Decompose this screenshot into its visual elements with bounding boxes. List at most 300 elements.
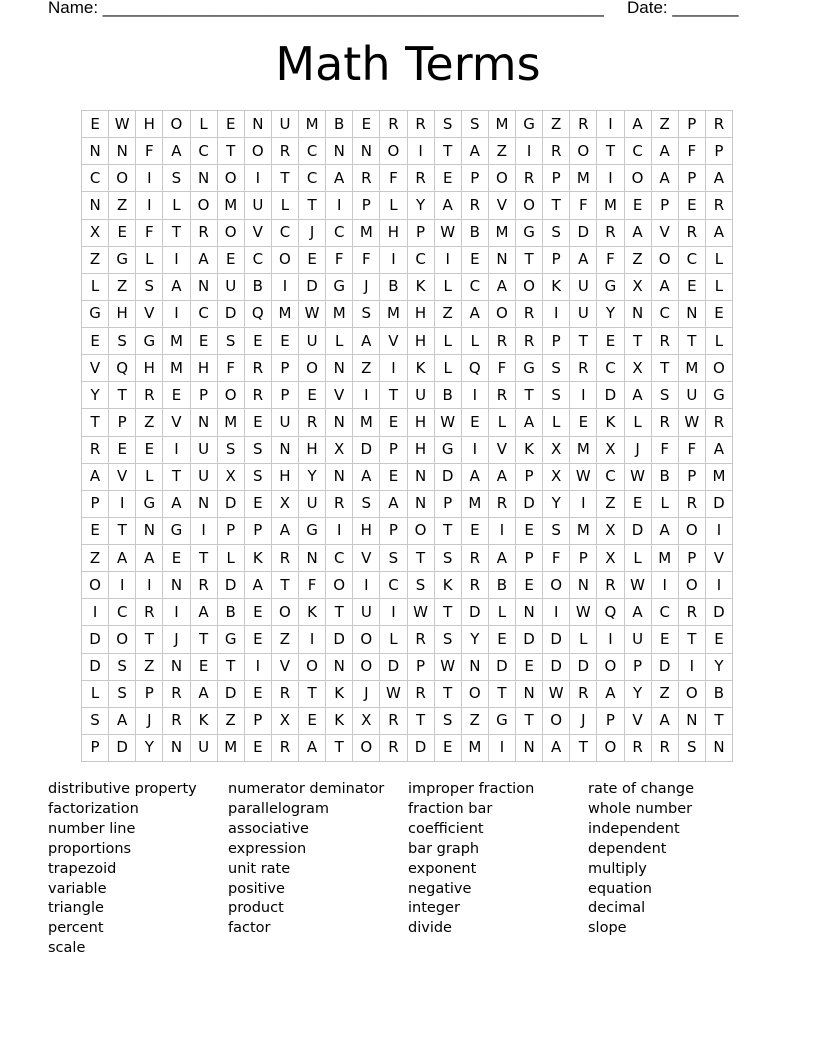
grid-cell[interactable]: O <box>82 572 109 599</box>
grid-cell[interactable]: V <box>489 192 516 219</box>
grid-cell[interactable]: T <box>326 599 353 626</box>
grid-cell[interactable]: E <box>435 165 462 192</box>
grid-cell[interactable]: I <box>326 192 353 219</box>
grid-cell[interactable]: G <box>136 328 163 355</box>
grid-cell[interactable]: A <box>163 491 190 518</box>
grid-cell[interactable]: D <box>82 654 109 681</box>
grid-cell[interactable]: R <box>625 735 652 762</box>
grid-cell[interactable]: U <box>570 301 597 328</box>
grid-cell[interactable]: R <box>570 111 597 138</box>
grid-cell[interactable]: S <box>543 355 570 382</box>
grid-cell[interactable]: R <box>652 328 679 355</box>
grid-cell[interactable]: F <box>326 247 353 274</box>
grid-cell[interactable]: R <box>380 735 407 762</box>
grid-cell[interactable]: E <box>82 111 109 138</box>
grid-cell[interactable]: L <box>191 111 218 138</box>
grid-cell[interactable]: F <box>543 545 570 572</box>
grid-cell[interactable]: G <box>597 274 624 301</box>
grid-cell[interactable]: T <box>163 464 190 491</box>
grid-cell[interactable]: N <box>326 355 353 382</box>
grid-cell[interactable]: C <box>109 599 136 626</box>
grid-cell[interactable]: D <box>516 626 543 653</box>
grid-cell[interactable]: R <box>82 437 109 464</box>
grid-cell[interactable]: S <box>679 735 706 762</box>
grid-cell[interactable]: R <box>245 382 272 409</box>
grid-cell[interactable]: I <box>353 382 380 409</box>
grid-cell[interactable]: A <box>652 274 679 301</box>
grid-cell[interactable]: N <box>326 409 353 436</box>
grid-cell[interactable]: Y <box>82 382 109 409</box>
grid-cell[interactable]: X <box>218 464 245 491</box>
grid-cell[interactable]: G <box>218 626 245 653</box>
grid-cell[interactable]: U <box>570 274 597 301</box>
grid-cell[interactable]: I <box>380 599 407 626</box>
grid-cell[interactable]: C <box>408 247 435 274</box>
grid-cell[interactable]: R <box>353 165 380 192</box>
grid-cell[interactable]: M <box>679 355 706 382</box>
grid-cell[interactable]: G <box>516 220 543 247</box>
grid-cell[interactable]: N <box>163 572 190 599</box>
grid-cell[interactable]: W <box>679 409 706 436</box>
grid-cell[interactable]: Y <box>597 301 624 328</box>
grid-cell[interactable]: M <box>163 328 190 355</box>
grid-cell[interactable]: M <box>272 301 299 328</box>
grid-cell[interactable]: H <box>109 301 136 328</box>
grid-cell[interactable]: I <box>136 165 163 192</box>
grid-cell[interactable]: O <box>516 192 543 219</box>
grid-cell[interactable]: P <box>516 464 543 491</box>
grid-cell[interactable]: P <box>136 681 163 708</box>
grid-cell[interactable]: I <box>543 599 570 626</box>
grid-cell[interactable]: V <box>82 355 109 382</box>
grid-cell[interactable]: O <box>272 247 299 274</box>
grid-cell[interactable]: S <box>652 382 679 409</box>
grid-cell[interactable]: D <box>82 626 109 653</box>
grid-cell[interactable]: T <box>597 138 624 165</box>
grid-cell[interactable]: L <box>82 681 109 708</box>
grid-cell[interactable]: W <box>570 599 597 626</box>
grid-cell[interactable]: R <box>245 355 272 382</box>
grid-cell[interactable]: E <box>82 518 109 545</box>
grid-cell[interactable]: I <box>109 491 136 518</box>
grid-cell[interactable]: O <box>245 138 272 165</box>
grid-cell[interactable]: U <box>272 409 299 436</box>
grid-cell[interactable]: I <box>299 626 326 653</box>
grid-cell[interactable]: E <box>136 437 163 464</box>
grid-cell[interactable]: L <box>82 274 109 301</box>
grid-cell[interactable]: F <box>652 437 679 464</box>
grid-cell[interactable]: A <box>706 220 733 247</box>
grid-cell[interactable]: P <box>543 247 570 274</box>
grid-cell[interactable]: D <box>597 382 624 409</box>
grid-cell[interactable]: A <box>380 491 407 518</box>
grid-cell[interactable]: D <box>218 681 245 708</box>
grid-cell[interactable]: K <box>191 708 218 735</box>
grid-cell[interactable]: B <box>652 464 679 491</box>
grid-cell[interactable]: D <box>326 626 353 653</box>
grid-cell[interactable]: Z <box>353 355 380 382</box>
grid-cell[interactable]: F <box>570 192 597 219</box>
grid-cell[interactable]: I <box>516 138 543 165</box>
grid-cell[interactable]: I <box>380 247 407 274</box>
grid-cell[interactable]: D <box>435 464 462 491</box>
grid-cell[interactable]: R <box>408 626 435 653</box>
grid-cell[interactable]: M <box>163 355 190 382</box>
grid-cell[interactable]: I <box>109 572 136 599</box>
grid-cell[interactable]: J <box>299 220 326 247</box>
grid-cell[interactable]: E <box>489 626 516 653</box>
grid-cell[interactable]: E <box>625 192 652 219</box>
grid-cell[interactable]: Z <box>652 681 679 708</box>
grid-cell[interactable]: X <box>625 274 652 301</box>
grid-cell[interactable]: W <box>570 464 597 491</box>
grid-cell[interactable]: N <box>191 409 218 436</box>
grid-cell[interactable]: E <box>380 409 407 436</box>
grid-cell[interactable]: K <box>543 274 570 301</box>
grid-cell[interactable]: E <box>299 247 326 274</box>
grid-cell[interactable]: D <box>109 735 136 762</box>
grid-cell[interactable]: P <box>408 220 435 247</box>
grid-cell[interactable]: N <box>136 518 163 545</box>
grid-cell[interactable]: U <box>679 382 706 409</box>
grid-cell[interactable]: C <box>82 165 109 192</box>
grid-cell[interactable]: I <box>543 301 570 328</box>
grid-cell[interactable]: U <box>299 491 326 518</box>
grid-cell[interactable]: H <box>136 355 163 382</box>
grid-cell[interactable]: P <box>679 545 706 572</box>
grid-cell[interactable]: I <box>570 382 597 409</box>
grid-cell[interactable]: N <box>191 165 218 192</box>
grid-cell[interactable]: R <box>489 382 516 409</box>
grid-cell[interactable]: L <box>326 328 353 355</box>
grid-cell[interactable]: N <box>272 437 299 464</box>
grid-cell[interactable]: N <box>516 681 543 708</box>
grid-cell[interactable]: X <box>597 545 624 572</box>
grid-cell[interactable]: P <box>462 165 489 192</box>
grid-cell[interactable]: C <box>299 138 326 165</box>
grid-cell[interactable]: E <box>163 545 190 572</box>
grid-cell[interactable]: I <box>408 138 435 165</box>
grid-cell[interactable]: R <box>408 111 435 138</box>
grid-cell[interactable]: T <box>679 328 706 355</box>
grid-cell[interactable]: A <box>299 735 326 762</box>
grid-cell[interactable]: R <box>597 572 624 599</box>
grid-cell[interactable]: Z <box>109 274 136 301</box>
grid-cell[interactable]: S <box>82 708 109 735</box>
grid-cell[interactable]: M <box>353 220 380 247</box>
grid-cell[interactable]: R <box>516 328 543 355</box>
grid-cell[interactable]: W <box>380 681 407 708</box>
grid-cell[interactable]: A <box>489 464 516 491</box>
grid-cell[interactable]: C <box>597 355 624 382</box>
grid-cell[interactable]: D <box>706 599 733 626</box>
grid-cell[interactable]: N <box>82 138 109 165</box>
date-field-label[interactable]: Date: _______ <box>627 0 739 17</box>
grid-cell[interactable]: O <box>570 138 597 165</box>
grid-cell[interactable]: M <box>570 437 597 464</box>
grid-cell[interactable]: A <box>625 599 652 626</box>
grid-cell[interactable]: R <box>652 735 679 762</box>
grid-cell[interactable]: I <box>706 572 733 599</box>
grid-cell[interactable]: A <box>462 464 489 491</box>
grid-cell[interactable]: Y <box>706 654 733 681</box>
grid-cell[interactable]: E <box>299 382 326 409</box>
grid-cell[interactable]: O <box>299 355 326 382</box>
grid-cell[interactable]: R <box>408 165 435 192</box>
grid-cell[interactable]: O <box>679 572 706 599</box>
grid-cell[interactable]: R <box>163 681 190 708</box>
grid-cell[interactable]: T <box>380 382 407 409</box>
grid-cell[interactable]: Y <box>408 192 435 219</box>
grid-cell[interactable]: U <box>272 111 299 138</box>
grid-cell[interactable]: F <box>679 437 706 464</box>
grid-cell[interactable]: G <box>109 247 136 274</box>
grid-cell[interactable]: S <box>353 491 380 518</box>
grid-cell[interactable]: F <box>489 355 516 382</box>
grid-cell[interactable]: T <box>136 626 163 653</box>
grid-cell[interactable]: H <box>408 437 435 464</box>
grid-cell[interactable]: C <box>245 247 272 274</box>
grid-cell[interactable]: M <box>489 220 516 247</box>
grid-cell[interactable]: T <box>163 220 190 247</box>
grid-cell[interactable]: I <box>136 192 163 219</box>
grid-cell[interactable]: Z <box>272 626 299 653</box>
grid-cell[interactable]: X <box>353 708 380 735</box>
grid-cell[interactable]: O <box>625 165 652 192</box>
grid-cell[interactable]: K <box>299 599 326 626</box>
grid-cell[interactable]: P <box>82 735 109 762</box>
grid-cell[interactable]: O <box>353 735 380 762</box>
grid-cell[interactable]: I <box>82 599 109 626</box>
grid-cell[interactable]: L <box>163 192 190 219</box>
grid-cell[interactable]: C <box>272 220 299 247</box>
grid-cell[interactable]: T <box>516 382 543 409</box>
grid-cell[interactable]: D <box>408 735 435 762</box>
grid-cell[interactable]: O <box>218 382 245 409</box>
grid-cell[interactable]: W <box>299 301 326 328</box>
grid-cell[interactable]: T <box>272 165 299 192</box>
grid-cell[interactable]: N <box>408 491 435 518</box>
grid-cell[interactable]: E <box>245 626 272 653</box>
grid-cell[interactable]: I <box>163 437 190 464</box>
grid-cell[interactable]: A <box>462 138 489 165</box>
grid-cell[interactable]: C <box>625 138 652 165</box>
grid-cell[interactable]: L <box>543 409 570 436</box>
grid-cell[interactable]: P <box>652 192 679 219</box>
grid-cell[interactable]: S <box>435 111 462 138</box>
grid-cell[interactable]: W <box>435 654 462 681</box>
grid-cell[interactable]: E <box>625 491 652 518</box>
grid-cell[interactable]: E <box>570 409 597 436</box>
grid-cell[interactable]: T <box>543 192 570 219</box>
grid-cell[interactable]: A <box>570 247 597 274</box>
grid-cell[interactable]: F <box>353 247 380 274</box>
grid-cell[interactable]: T <box>516 247 543 274</box>
grid-cell[interactable]: E <box>299 708 326 735</box>
grid-cell[interactable]: N <box>191 274 218 301</box>
grid-cell[interactable]: H <box>408 409 435 436</box>
grid-cell[interactable]: R <box>652 409 679 436</box>
grid-cell[interactable]: O <box>353 654 380 681</box>
grid-cell[interactable]: I <box>435 247 462 274</box>
grid-cell[interactable]: O <box>109 165 136 192</box>
grid-cell[interactable]: L <box>706 274 733 301</box>
grid-cell[interactable]: L <box>570 626 597 653</box>
grid-cell[interactable]: G <box>299 518 326 545</box>
grid-cell[interactable]: N <box>326 138 353 165</box>
grid-cell[interactable]: O <box>597 735 624 762</box>
grid-cell[interactable]: N <box>625 301 652 328</box>
grid-cell[interactable]: K <box>516 437 543 464</box>
grid-cell[interactable]: U <box>299 328 326 355</box>
grid-cell[interactable]: P <box>679 165 706 192</box>
grid-cell[interactable]: C <box>191 138 218 165</box>
grid-cell[interactable]: O <box>679 518 706 545</box>
grid-cell[interactable]: E <box>109 437 136 464</box>
grid-cell[interactable]: H <box>272 464 299 491</box>
grid-cell[interactable]: D <box>462 599 489 626</box>
grid-cell[interactable]: T <box>706 708 733 735</box>
grid-cell[interactable]: C <box>652 301 679 328</box>
grid-cell[interactable]: A <box>245 572 272 599</box>
grid-cell[interactable]: E <box>597 328 624 355</box>
grid-cell[interactable]: L <box>272 192 299 219</box>
grid-cell[interactable]: N <box>462 654 489 681</box>
grid-cell[interactable]: P <box>543 165 570 192</box>
grid-cell[interactable]: R <box>706 409 733 436</box>
grid-cell[interactable]: C <box>191 301 218 328</box>
grid-cell[interactable]: A <box>272 518 299 545</box>
grid-cell[interactable]: Y <box>625 681 652 708</box>
grid-cell[interactable]: R <box>462 545 489 572</box>
grid-cell[interactable]: O <box>489 301 516 328</box>
grid-cell[interactable]: P <box>408 654 435 681</box>
grid-cell[interactable]: P <box>272 382 299 409</box>
grid-cell[interactable]: H <box>136 111 163 138</box>
grid-cell[interactable]: A <box>191 681 218 708</box>
grid-cell[interactable]: V <box>326 382 353 409</box>
grid-cell[interactable]: M <box>218 735 245 762</box>
grid-cell[interactable]: S <box>353 301 380 328</box>
grid-cell[interactable]: G <box>516 111 543 138</box>
grid-cell[interactable]: T <box>191 545 218 572</box>
grid-cell[interactable]: S <box>543 382 570 409</box>
grid-cell[interactable]: T <box>109 382 136 409</box>
grid-cell[interactable]: D <box>218 572 245 599</box>
grid-cell[interactable]: T <box>435 138 462 165</box>
grid-cell[interactable]: C <box>679 247 706 274</box>
grid-cell[interactable]: O <box>706 355 733 382</box>
grid-cell[interactable]: L <box>489 409 516 436</box>
grid-cell[interactable]: O <box>218 165 245 192</box>
grid-cell[interactable]: S <box>543 220 570 247</box>
grid-cell[interactable]: G <box>82 301 109 328</box>
grid-cell[interactable]: I <box>380 355 407 382</box>
grid-cell[interactable]: I <box>597 111 624 138</box>
grid-cell[interactable]: M <box>353 409 380 436</box>
grid-cell[interactable]: P <box>353 192 380 219</box>
grid-cell[interactable]: M <box>462 491 489 518</box>
grid-cell[interactable]: A <box>109 545 136 572</box>
grid-cell[interactable]: X <box>272 491 299 518</box>
grid-cell[interactable]: O <box>408 518 435 545</box>
grid-cell[interactable]: T <box>191 626 218 653</box>
grid-cell[interactable]: R <box>272 681 299 708</box>
grid-cell[interactable]: Z <box>109 192 136 219</box>
grid-cell[interactable]: O <box>462 681 489 708</box>
grid-cell[interactable]: R <box>679 491 706 518</box>
grid-cell[interactable]: N <box>245 111 272 138</box>
grid-cell[interactable]: C <box>326 545 353 572</box>
grid-cell[interactable]: L <box>136 247 163 274</box>
grid-cell[interactable]: P <box>570 545 597 572</box>
grid-cell[interactable]: X <box>326 437 353 464</box>
grid-cell[interactable]: A <box>462 301 489 328</box>
grid-cell[interactable]: O <box>272 599 299 626</box>
grid-cell[interactable]: A <box>109 708 136 735</box>
grid-cell[interactable]: B <box>245 274 272 301</box>
grid-cell[interactable]: G <box>435 437 462 464</box>
grid-cell[interactable]: T <box>489 681 516 708</box>
grid-cell[interactable]: H <box>408 328 435 355</box>
grid-cell[interactable]: D <box>706 491 733 518</box>
grid-cell[interactable]: S <box>163 165 190 192</box>
grid-cell[interactable]: W <box>625 464 652 491</box>
grid-cell[interactable]: F <box>380 165 407 192</box>
grid-cell[interactable]: R <box>272 138 299 165</box>
grid-cell[interactable]: X <box>82 220 109 247</box>
grid-cell[interactable]: R <box>136 599 163 626</box>
grid-cell[interactable]: L <box>435 355 462 382</box>
grid-cell[interactable]: S <box>109 681 136 708</box>
grid-cell[interactable]: R <box>570 681 597 708</box>
grid-cell[interactable]: A <box>163 138 190 165</box>
grid-cell[interactable]: T <box>299 681 326 708</box>
grid-cell[interactable]: G <box>163 518 190 545</box>
grid-cell[interactable]: A <box>82 464 109 491</box>
grid-cell[interactable]: Z <box>136 654 163 681</box>
grid-cell[interactable]: L <box>435 274 462 301</box>
grid-cell[interactable]: D <box>516 491 543 518</box>
grid-cell[interactable]: P <box>82 491 109 518</box>
grid-cell[interactable]: R <box>136 382 163 409</box>
grid-cell[interactable]: N <box>516 599 543 626</box>
grid-cell[interactable]: O <box>679 681 706 708</box>
grid-cell[interactable]: A <box>625 220 652 247</box>
grid-cell[interactable]: P <box>679 464 706 491</box>
grid-cell[interactable]: A <box>353 328 380 355</box>
grid-cell[interactable]: B <box>326 111 353 138</box>
grid-cell[interactable]: R <box>516 165 543 192</box>
grid-cell[interactable]: L <box>652 491 679 518</box>
grid-cell[interactable]: T <box>218 138 245 165</box>
grid-cell[interactable]: I <box>163 301 190 328</box>
grid-cell[interactable]: A <box>191 247 218 274</box>
grid-cell[interactable]: A <box>435 192 462 219</box>
grid-cell[interactable]: Y <box>136 735 163 762</box>
grid-cell[interactable]: O <box>326 572 353 599</box>
grid-cell[interactable]: T <box>218 654 245 681</box>
grid-cell[interactable]: S <box>462 111 489 138</box>
grid-cell[interactable]: V <box>272 654 299 681</box>
grid-cell[interactable]: I <box>163 247 190 274</box>
grid-cell[interactable]: Z <box>82 247 109 274</box>
grid-cell[interactable]: T <box>679 626 706 653</box>
grid-cell[interactable]: I <box>489 735 516 762</box>
grid-cell[interactable]: C <box>652 599 679 626</box>
grid-cell[interactable]: R <box>706 192 733 219</box>
grid-cell[interactable]: E <box>109 220 136 247</box>
